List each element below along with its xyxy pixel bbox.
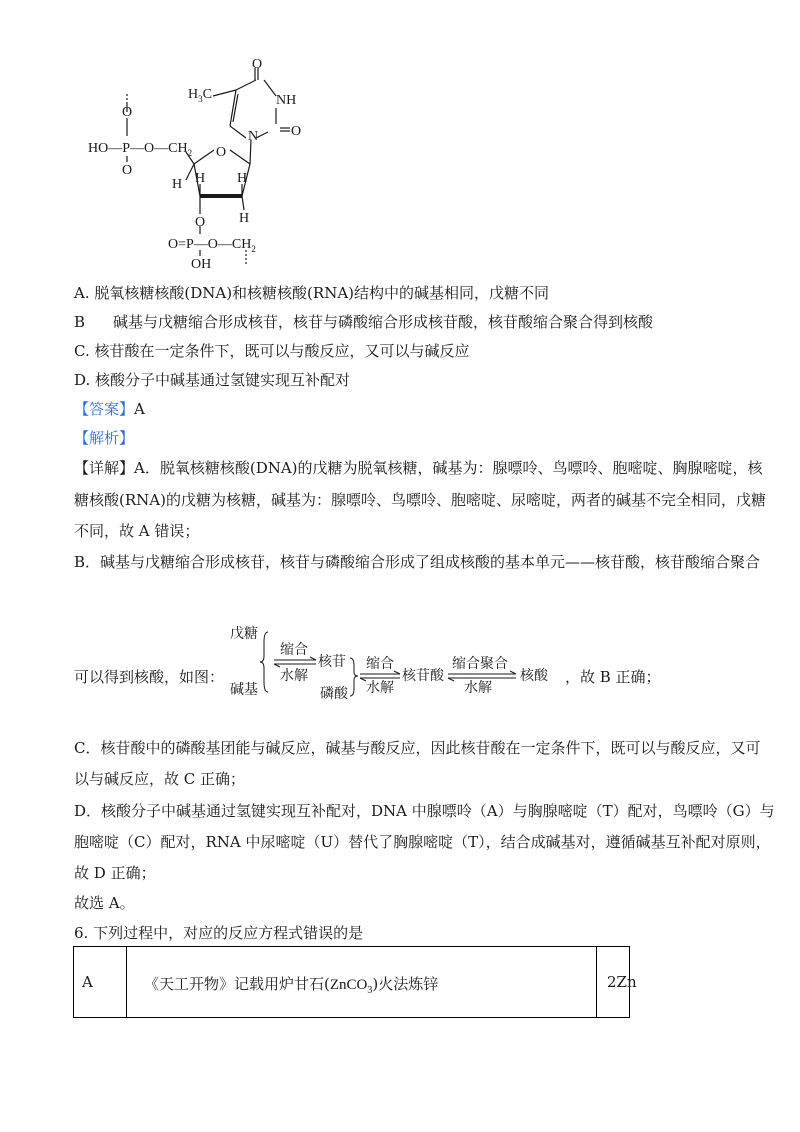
detail-line-1: 【详解】A．脱氧核糖核酸(DNA)的戊糖为脱氧核糖，碱基为：腺嘌呤、鸟嘌呤、胞嘧啶、胸腺嘧啶，核 [74,459,763,477]
option-b-label: B [74,313,86,331]
option-b-text: 碱基与戊糖缩合形成核苷，核苷与磷酸缩合形成核苷酸，核苷酸缩合聚合得到核酸 [113,313,654,331]
detail-tag: 【详解】 [74,459,135,477]
table-cell-label: A [74,947,127,1017]
polymerize-label: 缩合聚合 [452,657,508,672]
formula: ZnCO$_3$ [329,977,373,996]
detail-line-10: 故 D 正确； [74,864,156,882]
condense2-label: 缩合 [366,657,394,672]
base-label: 碱基 [230,683,258,698]
answer-line [74,399,145,419]
detail-line-6: C．核苷酸中的磷酸基团能与碱反应，碱基与酸反应，因此核苷酸在一定条件下，既可以与酸反应，又可 [74,739,761,757]
condense1-label: 缩合 [280,643,308,658]
o-phos-down-label: O [122,163,133,178]
nucleoside-label: 核苷 [318,655,346,670]
detail-line-3: 不同，故 A 错误； [74,522,200,540]
detail-line-8: D．核酸分子中碱基通过氢键实现互补配对，DNA 中腺嘌呤（A）与胸腺嘧啶（T）配对，鸟嘌呤（G）与 [74,802,775,820]
question-6-table [73,946,637,1018]
answer-value: A [134,400,145,418]
n-ring-label: N [248,129,259,144]
detail-line-5-pre: 可以得到核酸，如图： [74,668,225,686]
detail-line-4: B．碱基与戊糖缩合形成核苷，核苷与磷酸缩合形成了组成核酸的基本单元——核苷酸，核苷酸缩合聚合 [74,553,761,571]
oh-label: OH [191,257,212,272]
option-b [74,312,653,332]
table-cell-description: 《天工开物》记载用炉甘石(ZnCO$_3$)火法炼锌 [144,975,439,996]
answer-tag: 【答案】 [74,400,135,418]
left-phosphate-label: $HO—P—O—CH_2$ [88,141,193,158]
hydrolysis2-label: 水解 [366,681,394,696]
bottom-phosphate-label: $O=P—O—CH_2$ [168,237,256,254]
detail-line-11: 故选 A。 [74,894,135,912]
detail-line-2: 糖核酸(RNA)的戊糖为核糖，碱基为：腺嘌呤、鸟嘌呤、胞嘧啶、尿嘧啶，两者的碱基不完全相同，戊糖 [74,491,766,509]
option-d: D. 核酸分子中碱基通过氢键实现互补配对 [74,371,351,389]
o-bridge-label: O [195,215,206,230]
hydrolysis1-label: 水解 [280,669,308,684]
table-cell-equation: 2Zn [596,947,629,1017]
h4-label: H [239,211,250,226]
pentose-label: 戊糖 [230,627,258,642]
option-c: C. 核苷酸在一定条件下，既可以与酸反应，又可以与碱反应 [74,342,470,360]
detail-line-7: 以与碱反应，故 C 正确； [74,770,246,788]
analysis-line [74,428,134,448]
option-a: A. 脱氧核糖核酸(DNA)和核糖核酸(RNA)结构中的碱基相同，戊糖不同 [74,284,550,302]
o-right-label: O [291,124,302,139]
hydrolysis3-label: 水解 [464,681,492,696]
nucleotide-label: 核苷酸 [402,669,444,684]
question-6-stem: 6. 下列过程中，对应的反应方程式错误的是 [74,924,364,942]
nh-label: NH [276,93,297,108]
h1-label: H [172,177,183,192]
hydrolysis-flow-diagram [224,620,564,704]
o-phos-up-label: O [122,105,133,120]
detail-line-9: 胞嘧啶（C）配对，RNA 中尿嘧啶（U）替代了胸腺嘧啶（T），结合成碱基对，遵循碱基互补配对原则， [74,833,771,851]
analysis-tag: 【解析】 [74,429,135,447]
phosphate-label: 磷酸 [320,687,348,702]
o-top-label: O [252,57,263,72]
h3-label: H [237,171,248,186]
h2-label: H [195,171,206,186]
detail-line-5-post: ，故 B 正确； [565,668,661,686]
o-ring-label: O [216,145,227,160]
nucleic-acid-label: 核酸 [520,669,548,684]
methyl-label: $H_3C$ [188,87,212,104]
nucleotide-structure-diagram [80,56,320,278]
